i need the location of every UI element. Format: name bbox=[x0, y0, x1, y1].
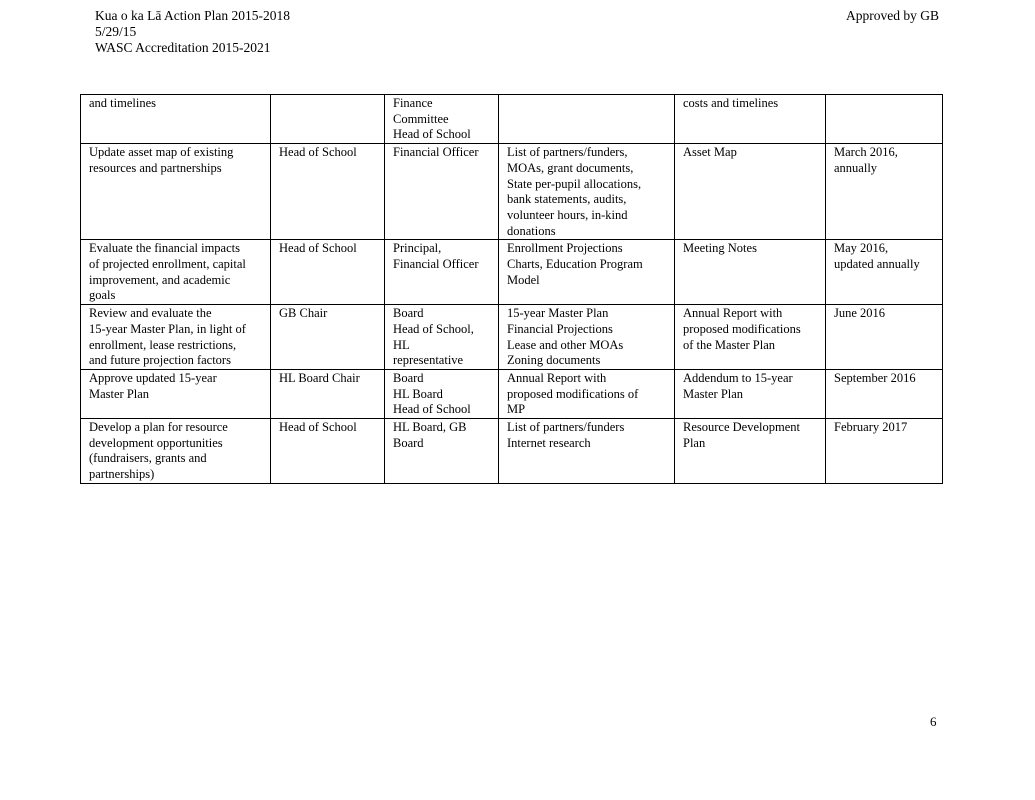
action-plan-table bbox=[80, 94, 943, 484]
table-row bbox=[81, 144, 943, 240]
timeline-cell bbox=[826, 95, 943, 144]
support-cell: Board HL Board Head of School bbox=[385, 369, 499, 418]
document-title: Kua o ka Lā Action Plan 2015-2018 bbox=[95, 8, 290, 23]
resources-cell bbox=[499, 95, 675, 144]
approval-note: Approved by GB bbox=[846, 8, 939, 23]
timeline-cell: September 2016 bbox=[826, 369, 943, 418]
evidence-cell: Annual Report with proposed modifications of the Master Plan bbox=[675, 305, 826, 370]
table-row bbox=[81, 240, 943, 305]
lead-cell: HL Board Chair bbox=[271, 369, 385, 418]
table-row bbox=[81, 305, 943, 370]
timeline-cell: February 2017 bbox=[826, 419, 943, 484]
resources-cell: List of partners/funders Internet research bbox=[499, 419, 675, 484]
timeline-cell: May 2016, updated annually bbox=[826, 240, 943, 305]
evidence-cell: costs and timelines bbox=[675, 95, 826, 144]
table-row bbox=[81, 419, 943, 484]
resources-cell: List of partners/funders, MOAs, grant documents, State per-pupil allocations, bank statements, audits, volunteer hours, in-kind donations bbox=[499, 144, 675, 240]
resources-cell: Annual Report with proposed modifications of MP bbox=[499, 369, 675, 418]
support-cell: Financial Officer bbox=[385, 144, 499, 240]
lead-cell: GB Chair bbox=[271, 305, 385, 370]
task-cell: Update asset map of existing resources and partnerships bbox=[81, 144, 271, 240]
lead-cell bbox=[271, 95, 385, 144]
evidence-cell: Asset Map bbox=[675, 144, 826, 240]
document-header bbox=[95, 8, 290, 56]
timeline-cell: March 2016, annually bbox=[826, 144, 943, 240]
document-date: 5/29/15 bbox=[95, 24, 137, 39]
lead-cell: Head of School bbox=[271, 419, 385, 484]
support-cell: HL Board, GB Board bbox=[385, 419, 499, 484]
resources-cell: 15-year Master Plan Financial Projections Lease and other MOAs Zoning documents bbox=[499, 305, 675, 370]
support-cell: Board Head of School, HL representative bbox=[385, 305, 499, 370]
task-cell: and timelines bbox=[81, 95, 271, 144]
lead-cell: Head of School bbox=[271, 240, 385, 305]
evidence-cell: Resource Development Plan bbox=[675, 419, 826, 484]
timeline-cell: June 2016 bbox=[826, 305, 943, 370]
lead-cell: Head of School bbox=[271, 144, 385, 240]
accreditation-line: WASC Accreditation 2015-2021 bbox=[95, 40, 271, 55]
evidence-cell: Meeting Notes bbox=[675, 240, 826, 305]
page-number: 6 bbox=[930, 714, 937, 729]
task-cell: Review and evaluate the 15-year Master Plan, in light of enrollment, lease restrictions, and future projection factors bbox=[81, 305, 271, 370]
evidence-cell: Addendum to 15-year Master Plan bbox=[675, 369, 826, 418]
support-cell: Finance Committee Head of School bbox=[385, 95, 499, 144]
table-row bbox=[81, 369, 943, 418]
task-cell: Develop a plan for resource development opportunities (fundraisers, grants and partnerships) bbox=[81, 419, 271, 484]
task-cell: Approve updated 15-year Master Plan bbox=[81, 369, 271, 418]
support-cell: Principal, Financial Officer bbox=[385, 240, 499, 305]
table-row bbox=[81, 95, 943, 144]
task-cell: Evaluate the financial impacts of projected enrollment, capital improvement, and academic goals bbox=[81, 240, 271, 305]
resources-cell: Enrollment Projections Charts, Education Program Model bbox=[499, 240, 675, 305]
